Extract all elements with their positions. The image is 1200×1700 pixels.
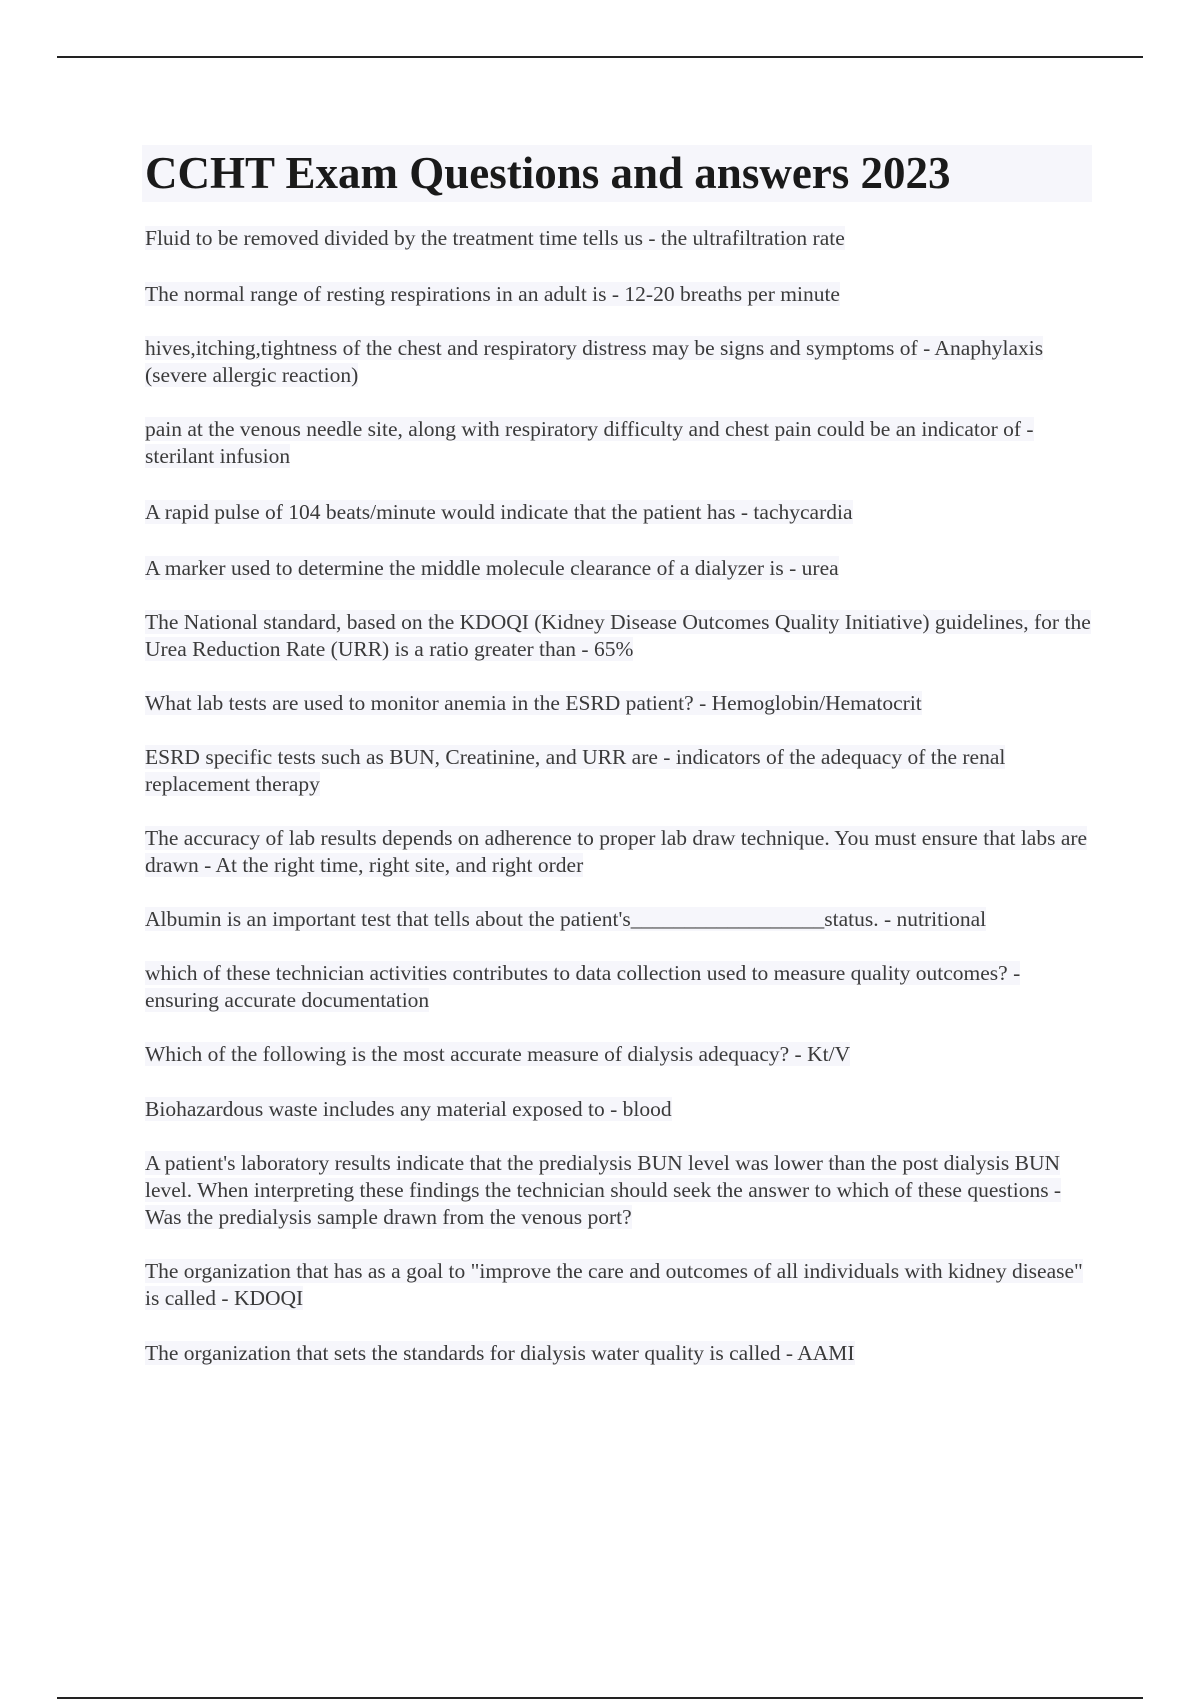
qa-item-11 bbox=[145, 906, 1095, 933]
qa-item-text: pain at the venous needle site, along with respiratory difficulty and chest pain could be an indicator of - sterilant infusion bbox=[145, 417, 1034, 468]
qa-item-text: A marker used to determine the middle molecule clearance of a dialyzer is - urea bbox=[145, 556, 839, 580]
qa-item-text: A rapid pulse of 104 beats/minute would indicate that the patient has - tachycardia bbox=[145, 500, 853, 524]
qa-item-4 bbox=[145, 416, 1095, 470]
qa-item-text: hives,itching,tightness of the chest and respiratory distress may be signs and symptoms of - Anaphylaxis (severe allergic reaction) bbox=[145, 336, 1044, 387]
qa-item-text: A patient's laboratory results indicate that the predialysis BUN level was lower than the post dialysis BUN level. When interpreting these findings the technician should seek the answer to which of these questions - Was the predialysis sample drawn from the venous port? bbox=[145, 1151, 1062, 1229]
qa-item-14 bbox=[145, 1096, 1095, 1123]
qa-item-text: Biohazardous waste includes any material exposed to - blood bbox=[145, 1097, 672, 1121]
qa-item-9 bbox=[145, 744, 1095, 798]
qa-item-text: Fluid to be removed divided by the treatment time tells us - the ultrafiltration rate bbox=[145, 226, 845, 250]
qa-item-text: Which of the following is the most accurate measure of dialysis adequacy? - Kt/V bbox=[145, 1042, 851, 1066]
qa-item-text: What lab tests are used to monitor anemia in the ESRD patient? - Hemoglobin/Hematocrit bbox=[145, 691, 922, 715]
qa-item-16 bbox=[145, 1258, 1095, 1312]
qa-list bbox=[145, 225, 1095, 1367]
qa-item-text: ESRD specific tests such as BUN, Creatinine, and URR are - indicators of the adequacy of the renal replacement therapy bbox=[145, 745, 1006, 796]
qa-item-7 bbox=[145, 609, 1095, 663]
qa-item-3 bbox=[145, 335, 1095, 389]
qa-item-6 bbox=[145, 555, 1095, 582]
qa-item-text: which of these technician activities contributes to data collection used to measure quality outcomes? - ensuring accurate documentation bbox=[145, 961, 1021, 1012]
qa-item-text: The National standard, based on the KDOQI (Kidney Disease Outcomes Quality Initiative) guidelines, for the Urea Reduction Rate (URR) is a ratio greater than - 65% bbox=[145, 610, 1091, 661]
title-block bbox=[142, 145, 1092, 202]
qa-item-15 bbox=[145, 1150, 1095, 1231]
qa-item-8 bbox=[145, 690, 1095, 717]
qa-item-5 bbox=[145, 499, 1095, 526]
qa-item-12 bbox=[145, 960, 1095, 1014]
qa-item-text: The normal range of resting respirations in an adult is - 12-20 breaths per minute bbox=[145, 282, 840, 306]
qa-item-10 bbox=[145, 825, 1095, 879]
qa-item-text: The organization that has as a goal to "improve the care and outcomes of all individuals with kidney disease" is called - KDOQI bbox=[145, 1259, 1083, 1310]
qa-item-2 bbox=[145, 281, 1095, 308]
top-divider bbox=[57, 56, 1143, 58]
qa-item-text: The accuracy of lab results depends on adherence to proper lab draw technique. You must ensure that labs are drawn - At the right time, right site, and right order bbox=[145, 826, 1088, 877]
qa-item-17 bbox=[145, 1340, 1095, 1367]
qa-item-text: Albumin is an important test that tells about the patient's__________________status. - nutritional bbox=[145, 907, 987, 931]
document-title: CCHT Exam Questions and answers 2023 bbox=[145, 148, 951, 198]
bottom-divider bbox=[57, 1697, 1143, 1699]
qa-item-13 bbox=[145, 1041, 1095, 1068]
qa-item-1 bbox=[145, 225, 1095, 252]
qa-item-text: The organization that sets the standards for dialysis water quality is called - AAMI bbox=[145, 1341, 855, 1365]
